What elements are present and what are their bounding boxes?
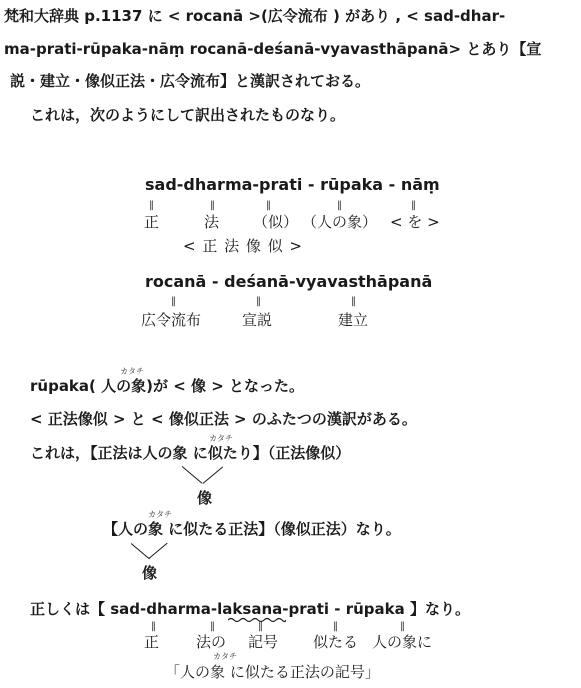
gloss-hito-no-katachi-ni: 人の象に	[372, 633, 433, 651]
equals-mark: ‖	[266, 200, 271, 211]
gloss-nitaru: 似たる	[313, 633, 359, 651]
gloss-ji: （似）	[253, 213, 299, 231]
gloss-wo: < を >	[390, 213, 440, 231]
equals-mark: ‖	[210, 200, 215, 211]
connector-line	[203, 466, 224, 484]
connector-line	[131, 543, 150, 559]
equals-mark: ‖	[210, 621, 215, 632]
intro-line-4: これは，次のようにして訳出されたものなり。	[30, 106, 346, 124]
equals-mark: ‖	[411, 200, 416, 211]
equals-mark: ‖	[171, 296, 176, 307]
gloss-ho-no: 法の	[196, 633, 227, 651]
intro-line-2: ma-prati-rūpaka-nāṃ rocanā-deśanā-vyavasthāpanā> とあり【宣	[4, 40, 542, 58]
gloss-sho-2: 正	[144, 633, 160, 651]
gloss-korei-rufu: 広令流布	[141, 311, 202, 329]
gloss-sho: 正	[144, 213, 160, 231]
rupaka-line-1: rūpaka( 人の象)が < 像 > となった。	[30, 377, 305, 395]
correct-line: 正しくは【 sad-dharma-laksana-prati - rūpaka 】なり。	[30, 600, 470, 618]
intro-line-3: 説・建立・像似正法・広令流布】と漢訳されておる。	[10, 72, 371, 90]
connector-line	[182, 466, 203, 484]
equals-mark: ‖	[256, 296, 261, 307]
rupaka-line-4: 【人の象 に似たる正法】（像似正法）なり。	[103, 520, 401, 538]
connector-line	[149, 543, 168, 559]
equals-mark: ‖	[337, 200, 342, 211]
equals-mark: ‖	[149, 200, 154, 211]
compound-saddharma: sad-dharma-prati - rūpaka - nāṃ	[145, 175, 440, 194]
gloss-sensetsu: 宣説	[242, 311, 273, 329]
equals-mark: ‖	[151, 621, 156, 632]
equals-mark: ‖	[333, 621, 338, 632]
rupaka-line-2: < 正法像似 > と < 像似正法 > のふたつの漢訳がある。	[30, 410, 417, 428]
branch-zo-2: 像	[142, 564, 158, 582]
rupaka-line-3: これは，【正法は人の象 に似たり】（正法像似）	[30, 444, 351, 462]
ruby-katachi: カタチ	[120, 367, 144, 376]
gloss-kigo: 記号	[248, 633, 279, 651]
ruby-katachi: カタチ	[148, 510, 172, 519]
gloss-konryu: 建立	[338, 311, 369, 329]
final-definition: 「人の象 に似たる正法の記号」	[165, 663, 380, 681]
branch-zo-1: 像	[197, 489, 213, 507]
result-shoho-zoji: < 正 法 像 似 >	[183, 237, 303, 255]
gloss-hito-no-katachi: （人の象）	[302, 213, 378, 231]
gloss-ho: 法	[204, 213, 220, 231]
wavy-underline	[228, 617, 286, 623]
intro-line-1: 梵和大辞典 p.1137 に < rocanā >(広令流布 ) があり , < sad-dhar-	[4, 7, 506, 25]
compound-rocana: rocanā - deśanā-vyavasthāpanā	[145, 272, 433, 291]
ruby-katachi: カタチ	[213, 652, 237, 661]
equals-mark: ‖	[400, 621, 405, 632]
equals-mark: ‖	[258, 621, 263, 632]
equals-mark: ‖	[351, 296, 356, 307]
ruby-katachi: カタチ	[209, 434, 233, 443]
